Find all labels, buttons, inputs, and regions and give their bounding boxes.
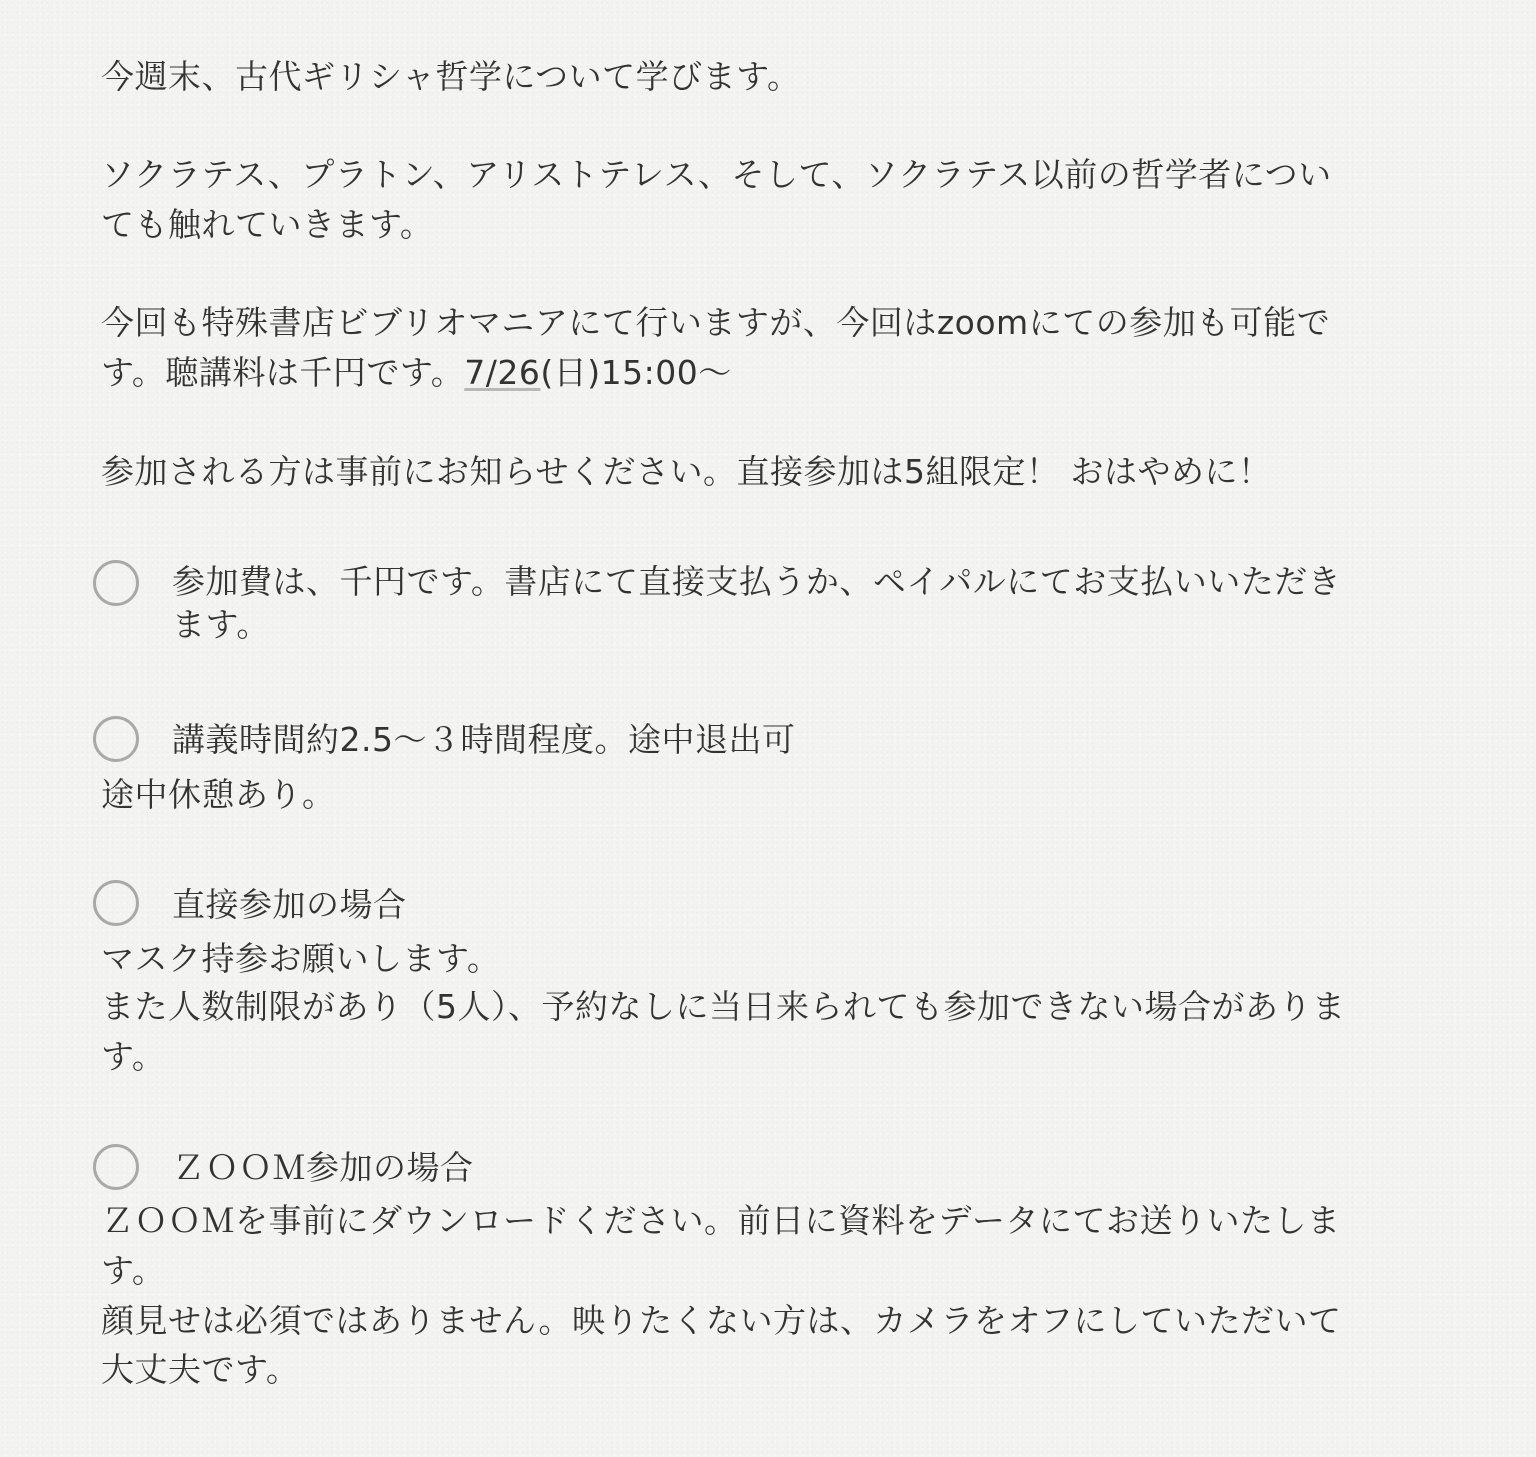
checklist-item-3-body-2: また人数制限があり（5人）、予約なしに当日来られても参加できない場合がありま: [101, 987, 1346, 1026]
time-text: (日)15:00〜: [540, 353, 732, 392]
checklist-item-1-label: 参加費は、千円です。書店にて直接支払うか、ペイパルにてお支払いいただき: [172, 562, 1342, 601]
checklist-item-3-body-3: す。: [101, 1037, 166, 1076]
intro-line-3b: [101, 348, 732, 398]
checklist-item-4-body-1: ＺＯＯＭを事前にダウンロードください。前日に資料をデータにてお送りいたしま: [101, 1201, 1341, 1240]
intro-line-1: 今週末、古代ギリシャ哲学について学びます。: [101, 57, 801, 96]
checklist-item-3-body-1: マスク持参お願いします。: [101, 939, 501, 978]
checklist-item-2-label: 講義時間約2.5〜３時間程度。途中退出可: [172, 720, 796, 759]
checklist-item-4-body-4: 大丈夫です。: [101, 1350, 300, 1389]
intro-line-3a: 今回も特殊書店ビブリオマニアにて行いますが、今回はzoomにての参加も可能で: [101, 303, 1331, 342]
intro-line-2b: ても触れていきます。: [101, 205, 434, 244]
checklist-circle-3[interactable]: [93, 880, 139, 926]
checklist-circle-2[interactable]: [93, 716, 139, 762]
date-link[interactable]: 7/26: [464, 353, 541, 392]
checklist-item-3-label: 直接参加の場合: [172, 885, 407, 924]
checklist-item-4-body-2: す。: [101, 1251, 166, 1290]
checklist-circle-4[interactable]: [93, 1144, 139, 1190]
checklist-item-4-body-3: 顔見せは必須ではありません。映りたくない方は、カメラをオフにしていただいて: [101, 1301, 1342, 1340]
fee-text: す。聴講料は千円です。: [101, 353, 465, 392]
checklist-item-4-label: ＺＯＯＭ参加の場合: [172, 1148, 474, 1187]
checklist-item-1-label-cont: ます。: [172, 605, 270, 644]
checklist-item-2-body-1: 途中休憩あり。: [101, 775, 336, 814]
intro-line-4: 参加される方は事前にお知らせください。直接参加は5組限定！ おはやめに！: [101, 452, 1272, 491]
intro-line-2a: ソクラテス、プラトン、アリストテレス、そして、ソクラテス以前の哲学者につい: [101, 155, 1332, 194]
checklist-circle-1[interactable]: [93, 560, 139, 606]
